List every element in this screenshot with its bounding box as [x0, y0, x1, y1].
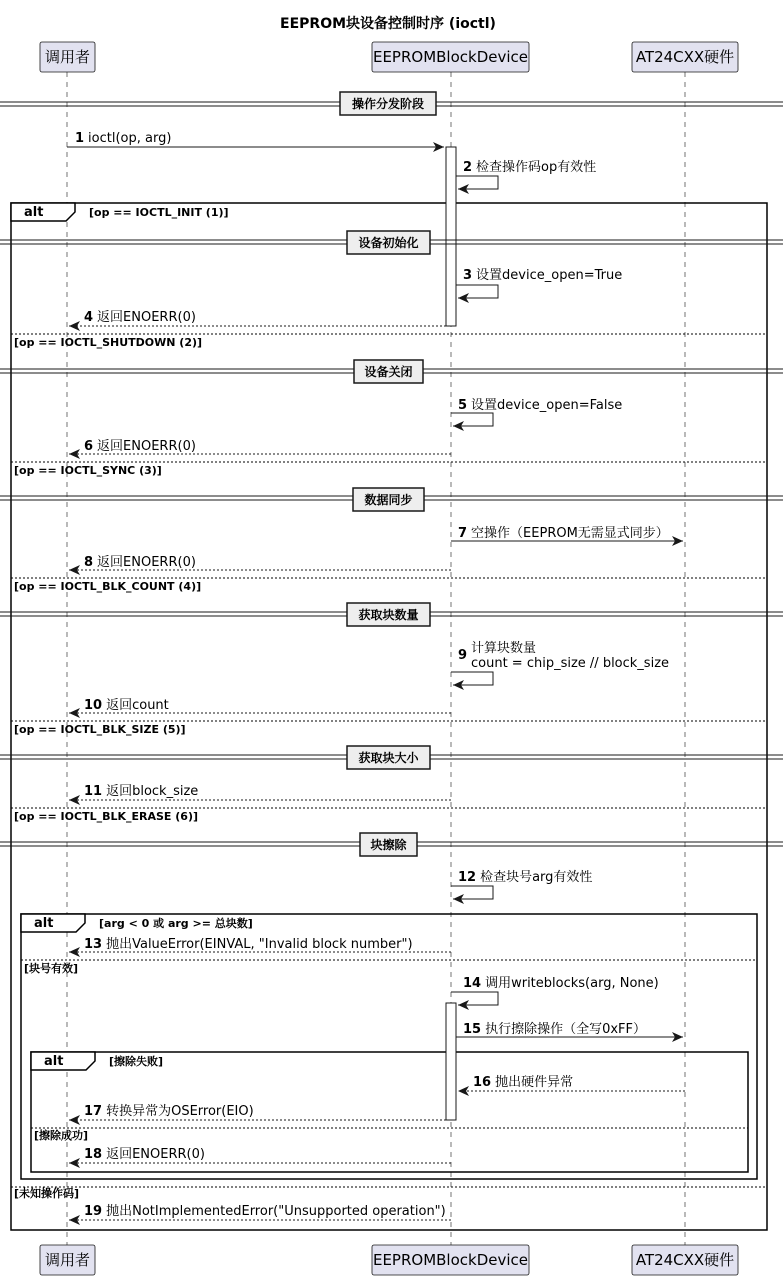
message-number: 12 — [458, 870, 477, 885]
svg-text:6返回ENOERR(0) — [84, 439, 196, 454]
message-text: 返回ENOERR(0) — [97, 555, 196, 570]
svg-text:15执行擦除操作（全写0xFF） — [463, 1021, 646, 1037]
participant-caller-label: 调用者 — [44, 48, 91, 66]
svg-text:10返回count — [84, 698, 169, 713]
message-7 — [451, 525, 683, 541]
svg-text:13抛出ValueError(EINVAL, "Invali — [84, 936, 413, 952]
message-number: 16 — [473, 1075, 492, 1090]
participant-hw-top — [632, 42, 738, 72]
message-9 — [451, 640, 669, 685]
message-number: 1 — [75, 131, 85, 146]
participant-device-top — [372, 42, 529, 72]
divider-blk-count — [0, 603, 783, 626]
message-13 — [69, 936, 451, 952]
participant-device-bottom — [372, 1245, 529, 1275]
message-11 — [69, 784, 451, 800]
message-text-line2: count = chip_size // block_size — [471, 656, 670, 671]
message-5 — [451, 398, 622, 426]
message-12 — [451, 869, 592, 899]
message-number: 18 — [84, 1147, 103, 1162]
participant-hw-label-bottom: AT24CXX硬件 — [635, 1251, 735, 1269]
guard-unknown: [未知操作码] — [14, 1187, 80, 1200]
guard-sync: [op == IOCTL_SYNC (3)] — [14, 464, 162, 477]
divider-init — [0, 231, 783, 254]
guard-blk-size: [op == IOCTL_BLK_SIZE (5)] — [14, 723, 186, 736]
message-19 — [69, 1203, 451, 1220]
message-18 — [69, 1147, 451, 1163]
message-text: 检查操作码op有效性 — [476, 160, 597, 175]
divider-label: 设备关闭 — [364, 365, 413, 379]
message-text: 转换异常为OSError(EIO) — [106, 1104, 254, 1119]
divider-sync — [0, 488, 783, 511]
message-text: 抛出NotImplementedError("Unsupported operation") — [106, 1204, 446, 1219]
guard-erase-ok: [擦除成功] — [34, 1129, 89, 1142]
svg-text:4返回ENOERR(0) — [84, 310, 196, 325]
svg-text:19抛出NotImplementedError("Unsup — [84, 1203, 446, 1219]
svg-text:12检查块号arg有效性 — [458, 869, 592, 885]
guard-shutdown: [op == IOCTL_SHUTDOWN (2)] — [14, 336, 203, 349]
alt-keyword-outer: alt — [24, 205, 44, 220]
divider-label: 块擦除 — [370, 838, 407, 852]
message-4 — [69, 310, 446, 326]
guard-invalid-block: [arg < 0 或 arg >= 总块数] — [99, 917, 253, 930]
message-number: 17 — [84, 1104, 103, 1119]
message-text: 设置device_open=True — [476, 268, 623, 283]
message-text: 返回ENOERR(0) — [97, 310, 196, 325]
message-number: 19 — [84, 1204, 103, 1219]
diagram-title: EEPROM块设备控制时序 (ioctl) — [280, 16, 496, 32]
message-2 — [456, 159, 596, 189]
divider-blk-size — [0, 746, 783, 769]
message-number: 15 — [463, 1022, 482, 1037]
participant-hw-bottom — [632, 1245, 738, 1275]
message-number: 5 — [458, 398, 468, 413]
message-6 — [69, 439, 451, 454]
activation-device — [446, 147, 456, 326]
message-15 — [456, 1021, 683, 1037]
participant-hw-label: AT24CXX硬件 — [635, 48, 735, 66]
message-text: 返回ENOERR(0) — [106, 1147, 205, 1162]
message-number: 11 — [84, 784, 103, 799]
message-text: 计算块数量 — [471, 641, 537, 656]
svg-text:3设置device_open=True — [463, 268, 622, 283]
message-3 — [456, 268, 622, 298]
participant-device-label-bottom: EEPROMBlockDevice — [372, 1251, 529, 1269]
message-number: 14 — [463, 976, 482, 991]
guard-blk-erase: [op == IOCTL_BLK_ERASE (6)] — [14, 810, 198, 823]
message-number: 9 — [458, 648, 468, 663]
message-number: 4 — [84, 310, 94, 325]
divider-label: 获取块数量 — [358, 608, 419, 622]
divider-shutdown — [0, 360, 783, 383]
message-text: 检查块号arg有效性 — [480, 870, 593, 885]
message-number: 8 — [84, 555, 94, 570]
divider-dispatch — [0, 92, 783, 115]
svg-text:17转换异常为OSError(EIO) — [84, 1103, 254, 1119]
svg-text:14调用writeblocks(arg, None) — [463, 976, 659, 991]
message-number: 10 — [84, 698, 103, 713]
divider-label: 设备初始化 — [358, 236, 419, 250]
message-number: 2 — [463, 160, 473, 175]
message-number: 7 — [458, 526, 468, 541]
message-text: 抛出ValueError(EINVAL, "Invalid block number") — [106, 937, 413, 952]
guard-erase-fail: [擦除失败] — [109, 1055, 164, 1068]
guard-init: [op == IOCTL_INIT (1)] — [89, 206, 229, 219]
alt-keyword-erase: alt — [44, 1054, 64, 1069]
message-text: 空操作（EEPROM无需显式同步） — [471, 526, 669, 541]
guard-blk-count: [op == IOCTL_BLK_COUNT (4)] — [14, 580, 202, 593]
message-number: 3 — [463, 268, 473, 283]
message-16 — [458, 1074, 685, 1091]
svg-text:2检查操作码op有效性 — [463, 159, 596, 175]
message-text: 返回ENOERR(0) — [97, 439, 196, 454]
divider-label: 获取块大小 — [358, 751, 419, 765]
message-10 — [69, 698, 451, 713]
participant-caller-top — [40, 42, 95, 72]
message-1 — [67, 131, 444, 147]
svg-text:18返回ENOERR(0) — [84, 1147, 205, 1162]
message-number: 13 — [84, 937, 103, 952]
message-17 — [69, 1103, 446, 1120]
alt-fragment-block-check — [21, 914, 757, 1179]
message-number: 6 — [84, 439, 94, 454]
message-text: 设置device_open=False — [471, 398, 623, 413]
message-text: 返回block_size — [106, 784, 199, 799]
svg-text:11返回block_size — [84, 784, 198, 799]
message-text: 抛出硬件异常 — [495, 1075, 574, 1090]
svg-text:1ioctl(op, arg) — [75, 131, 171, 146]
message-8 — [69, 555, 451, 570]
participant-caller-label-bottom: 调用者 — [44, 1251, 91, 1269]
divider-erase — [0, 833, 783, 856]
alt-fragment-outer — [11, 203, 767, 1230]
message-14 — [451, 976, 659, 1005]
guard-valid-block: [块号有效] — [24, 962, 79, 975]
message-text: ioctl(op, arg) — [88, 131, 172, 146]
svg-text:5设置device_open=False — [458, 398, 622, 413]
message-text: 调用writeblocks(arg, None) — [485, 976, 659, 991]
alt-keyword-block: alt — [34, 916, 54, 931]
divider-label: 数据同步 — [364, 493, 413, 507]
message-text: 执行擦除操作（全写0xFF） — [485, 1022, 647, 1037]
participant-device-label: EEPROMBlockDevice — [372, 48, 529, 66]
message-text: 返回count — [106, 698, 169, 713]
participant-caller-bottom — [40, 1245, 95, 1275]
activation-device — [446, 1003, 456, 1120]
divider-label: 操作分发阶段 — [351, 97, 425, 111]
svg-text:8返回ENOERR(0) — [84, 555, 196, 570]
svg-text:16抛出硬件异常 — [473, 1074, 573, 1090]
svg-text:7空操作（EEPROM无需显式同步） — [458, 525, 669, 541]
